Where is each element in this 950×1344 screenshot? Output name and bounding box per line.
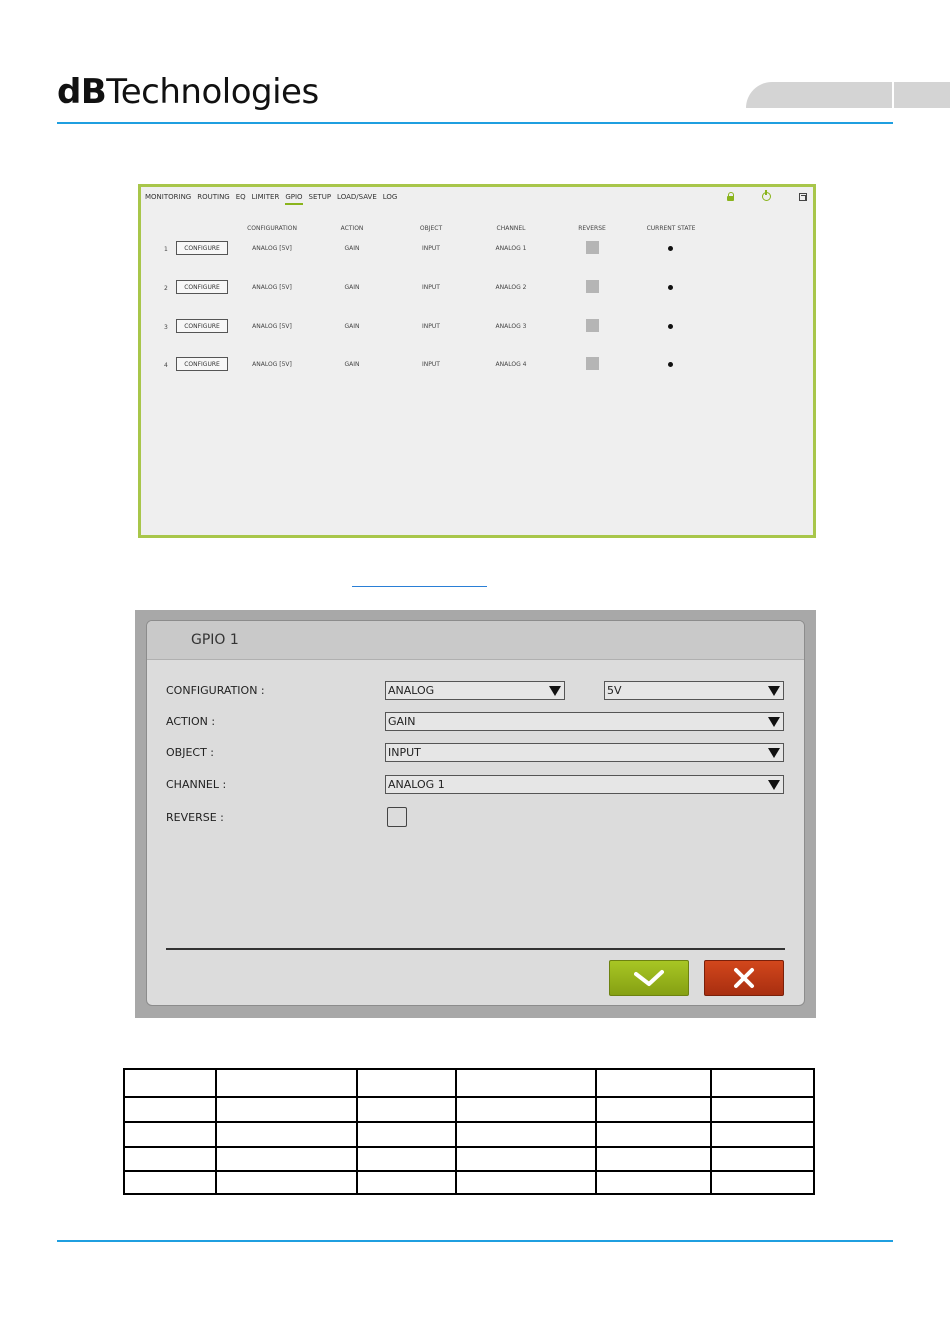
state-indicator [668,362,673,367]
voltage-select[interactable] [604,681,784,700]
gpio-dialog-screenshot [135,610,816,1018]
row-action: GAIN [344,284,360,291]
expand-icon[interactable] [799,193,807,201]
configure-button[interactable]: CONFIGURE [176,357,228,371]
configuration-label: CONFIGURATION : [166,684,265,697]
dropdown-arrow-icon [768,717,780,727]
action-select[interactable] [385,712,784,731]
row-channel: ANALOG 3 [495,323,527,330]
configure-button[interactable]: CONFIGURE [176,280,228,294]
reverse-label: REVERSE : [166,811,224,824]
gpio-row [141,357,813,377]
table-row [124,1122,814,1147]
menu-gpio[interactable]: GPIO [285,193,302,205]
power-icon[interactable] [762,192,771,201]
check-icon [634,968,664,988]
reverse-checkbox[interactable] [586,357,599,370]
reverse-checkbox[interactable] [586,241,599,254]
reverse-checkbox[interactable] [586,280,599,293]
menu-routing[interactable]: ROUTING [197,193,230,201]
dropdown-arrow-icon [549,686,561,696]
col-channel: CHANNEL [496,225,526,232]
object-label: OBJECT : [166,746,215,759]
main-menu [145,193,397,205]
menu-monitoring[interactable]: MONITORING [145,193,192,201]
row-object: INPUT [422,245,440,252]
voltage-value: 5V [607,684,622,697]
dropdown-arrow-icon [768,780,780,790]
configure-button[interactable]: CONFIGURE [176,241,228,255]
row-object: INPUT [422,361,440,368]
table-row [124,1171,814,1194]
channel-select[interactable] [385,775,784,794]
menu-limiter[interactable]: LIMITER [251,193,280,201]
footer-divider [57,1240,893,1242]
row-number: 2 [164,285,168,292]
configuration-select[interactable] [385,681,565,700]
empty-table [123,1068,815,1195]
configuration-value: ANALOG [388,684,435,697]
dialog-title: GPIO 1 [191,632,239,648]
row-configuration: ANALOG [5V] [252,284,292,291]
header-divider [57,122,893,124]
table-row [124,1147,814,1171]
row-action: GAIN [344,323,360,330]
menu-eq[interactable]: EQ [235,193,246,201]
gpio-row [141,280,813,300]
object-value: INPUT [388,746,421,759]
menu-log[interactable]: LOG [382,193,398,201]
row-configuration: ANALOG [5V] [252,245,292,252]
state-indicator [668,285,673,290]
action-label: ACTION : [166,715,216,728]
channel-label: CHANNEL : [166,778,227,791]
channel-value: ANALOG 1 [388,778,445,791]
row-configuration: ANALOG [5V] [252,361,292,368]
reverse-checkbox[interactable] [586,319,599,332]
logo-technologies: Technologies [106,72,319,112]
row-channel: ANALOG 1 [495,245,527,252]
logo-db: dB [57,72,107,112]
dialog-divider [166,948,785,950]
table-row [124,1069,814,1097]
lock-icon[interactable] [727,192,734,201]
row-number: 3 [164,324,168,331]
row-action: GAIN [344,361,360,368]
hyperlink-underline[interactable] [352,586,487,587]
dropdown-arrow-icon [768,686,780,696]
menu-setup[interactable]: SETUP [308,193,332,201]
state-indicator [668,246,673,251]
object-select[interactable] [385,743,784,762]
col-current-state: CURRENT STATE [646,225,696,232]
menu-load-save[interactable]: LOAD/SAVE [337,193,377,201]
brand-logo [57,72,319,112]
row-object: INPUT [422,323,440,330]
dialog-header [147,621,804,660]
gpio-row [141,319,813,339]
gpio-page-screenshot [138,184,816,538]
col-action: ACTION [340,225,364,232]
top-icons [727,192,807,201]
table-row [124,1097,814,1122]
row-channel: ANALOG 4 [495,361,527,368]
row-object: INPUT [422,284,440,291]
state-indicator [668,324,673,329]
action-value: GAIN [388,715,416,728]
row-number: 4 [164,362,168,369]
col-reverse: REVERSE [578,225,606,232]
gpio-row [141,241,813,261]
dropdown-arrow-icon [768,748,780,758]
page-tab-decoration [746,82,950,108]
row-configuration: ANALOG [5V] [252,323,292,330]
row-channel: ANALOG 2 [495,284,527,291]
reverse-checkbox[interactable] [387,807,407,827]
col-configuration: CONFIGURATION [247,225,297,232]
close-icon [733,967,755,989]
cancel-button[interactable] [704,960,784,996]
col-object: OBJECT [419,225,443,232]
gpio-dialog [146,620,805,1006]
confirm-button[interactable] [609,960,689,996]
configure-button[interactable]: CONFIGURE [176,319,228,333]
row-action: GAIN [344,245,360,252]
row-number: 1 [164,246,168,253]
